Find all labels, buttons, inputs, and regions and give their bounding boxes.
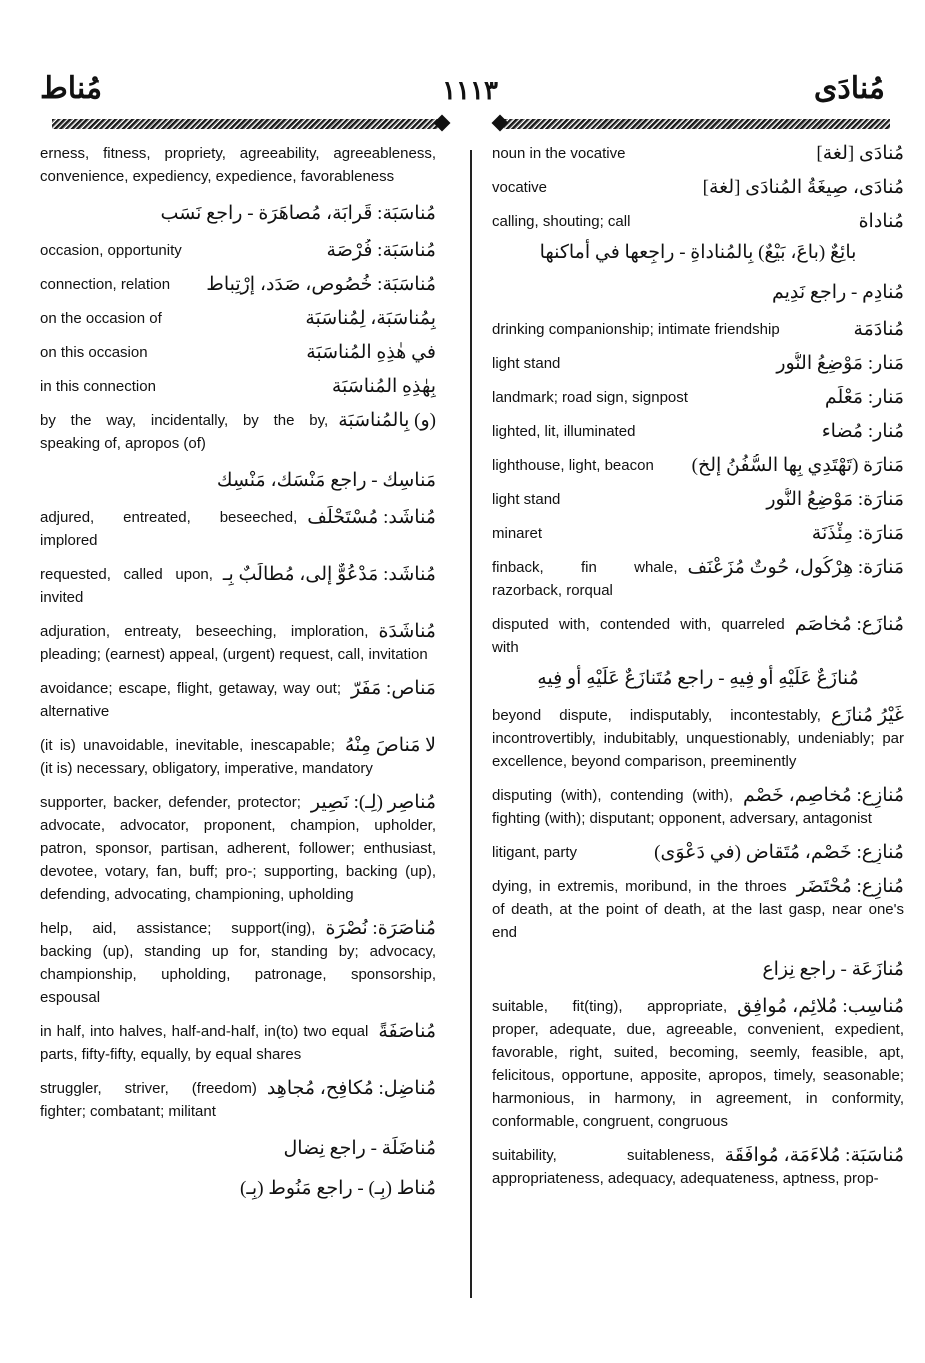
- entry-english: minaret: [492, 525, 543, 542]
- entry-arabic: بِهٰذِهِ المُناسَبَة: [331, 376, 436, 397]
- entry-arabic: مَنارَة (تَهْتَدِي بِها السُّفُنُ إلخ): [691, 455, 904, 476]
- entry-arabic: مُناشَد: مُسْتَحْلَف: [307, 507, 436, 528]
- dictionary-entry: [492, 176, 904, 199]
- dictionary-entry: [40, 620, 436, 666]
- entry-english: avoidance; escape, flight, getaway, way out; alternative: [40, 680, 342, 720]
- entry-english: calling, shouting; call: [492, 213, 631, 230]
- dictionary-entry: [492, 318, 904, 341]
- entry-english: (it is) unavoidable, inevitable, inescapable; (it is) necessary, obligatory, imperative, mandatory: [40, 737, 373, 777]
- entry-arabic: مُنادَى، صِيغَةُ المُنادَى [لغة]: [702, 177, 904, 198]
- entry-english: struggler, striver, (freedom) fighter; combatant; militant: [40, 1080, 257, 1120]
- entry-arabic: مُناسِب: مُلائِم، مُوافِق: [737, 996, 904, 1017]
- page-number: ١١١٣: [442, 76, 498, 105]
- entry-arabic: مَنارَة: مِئْذَنَة: [811, 523, 904, 544]
- dictionary-entry: [492, 386, 904, 409]
- dictionary-entry: [492, 704, 904, 773]
- dictionary-entry: [492, 488, 904, 511]
- entry-arabic-crossref: مَناسِك - راجع مَنْسَك، مَنْسِك: [216, 470, 436, 491]
- dictionary-entry: [40, 677, 436, 723]
- entry-english: disputing (with), contending (with), fighting (with); disputant; opponent, adversary, antagonist: [492, 787, 872, 827]
- ornamental-bar: [52, 119, 438, 129]
- dictionary-entry: [40, 506, 436, 552]
- entry-english: beyond dispute, indisputably, incontestably, incontrovertibly, indubitably, unquestionably, undeniably; par excellence, beyond comparison, preeminently: [492, 707, 904, 770]
- dictionary-entry: [40, 917, 436, 1009]
- dictionary-entry: [40, 273, 436, 296]
- ornamental-rule-left: [38, 116, 452, 132]
- entry-arabic-crossref: مُناط (بِـ) - راجع مَنُوط (بِـ): [240, 1178, 436, 1199]
- ornamental-bar: [504, 119, 890, 129]
- entry-english: light stand: [492, 491, 561, 508]
- dictionary-entry: [492, 210, 904, 233]
- entry-english: erness, fitness, propriety, agreeability, agreeableness, convenience, expediency, expedience, favorableness: [40, 145, 436, 185]
- entry-english: light stand: [492, 355, 561, 372]
- entry-english: drinking companionship; intimate friendship: [492, 321, 780, 338]
- entry-arabic: مُناسَبَة: فُرْصَة: [326, 240, 436, 261]
- entry-english: on the occasion of: [40, 310, 162, 327]
- dictionary-entry: [492, 142, 904, 165]
- entry-english: help, aid, assistance; support(ing), backing (up), standing up for, standing by; advocacy, championship, upholding, patronage, sponsorship, espousal: [40, 920, 436, 1006]
- dictionary-entry: [492, 454, 904, 477]
- entry-english: in this connection: [40, 378, 156, 395]
- entry-english: lighthouse, light, beacon: [492, 457, 654, 474]
- entry-arabic: مُناصَفَةً: [378, 1021, 436, 1042]
- entry-arabic: مُنازَع: مُخاصَم: [794, 614, 904, 635]
- dictionary-entry: [492, 1144, 904, 1190]
- left-column: [40, 142, 436, 1214]
- entry-arabic: مُنادَى [لغة]: [816, 143, 904, 164]
- dictionary-entry: [40, 734, 436, 780]
- right-column: [492, 142, 904, 1201]
- header-guide-word-left: مُناط: [40, 72, 103, 105]
- entry-english: requested, called upon, invited: [40, 566, 213, 606]
- dictionary-entry: [40, 1077, 436, 1123]
- entry-english: litigant, party: [492, 844, 578, 861]
- entry-arabic: مَناص: مَفَرّ: [351, 678, 436, 699]
- entry-arabic-crossref: مُنازَعَة - راجع نِزاع: [762, 959, 904, 980]
- entry-arabic: مَنارَة: هِرْكُول، حُوتٌ مُزَعْنَف: [687, 557, 904, 578]
- header-guide-word-right: مُنادَى: [813, 72, 885, 105]
- dictionary-entry: [40, 142, 436, 188]
- entry-english: suitable, fit(ting), appropriate, proper, adequate, due, agreeable, convenient, expedient, favorable, right, suited, becoming, seemly, feasible, apt, felicitous, opportune, apposite, apropos, timely, seasonable; harmonious, in harmony, in agreement, in conformity, conformable, congruent, congruous: [492, 998, 904, 1130]
- entry-arabic-crossref: مُنادِم - راجع نَدِيم: [771, 282, 904, 303]
- dictionary-entry: [492, 784, 904, 830]
- dictionary-entry: [40, 563, 436, 609]
- entry-arabic: في هٰذِهِ المُناسَبَة: [306, 342, 436, 363]
- entry-arabic: مُناسَبَة: مُلاءَمَة، مُوافَقَة: [724, 1145, 904, 1166]
- entry-arabic: مُنازِع: خَصْم، مُتَقاضٍ (في دَعْوَى): [654, 842, 904, 863]
- entry-arabic: مُناصَرَة: نُصْرَة: [325, 918, 436, 939]
- entry-english: noun in the vocative: [492, 145, 626, 162]
- entry-arabic-crossref: بائِعٌ (باعَ، بَيْعٌ) بِالمُناداةِ - راجِعها في أماكنها: [539, 242, 857, 263]
- entry-english: disputed with, contended with, quarreled with: [492, 616, 785, 656]
- entry-english: supporter, backer, defender, protector; advocate, advocator, proponent, champion, upholder, patron, sponsor, partisan, adherent, follower; enthusiast, devotee, votary, fan, buff; pro-; supporting, backing (up), defending, advocating, championing, upholding: [40, 794, 436, 903]
- entry-english: dying, in extremis, moribund, in the throes of death, at the point of death, at the last gasp, near one's end: [492, 878, 904, 941]
- dictionary-entry: [40, 307, 436, 330]
- entry-english: adjured, entreated, beseeched, implored: [40, 509, 298, 549]
- entry-arabic: مُناداة: [858, 211, 904, 232]
- entry-arabic: مُناشَدَة: [378, 621, 436, 642]
- dictionary-entry: [40, 791, 436, 906]
- entry-arabic: مَنار: مَوْضِعُ النُّور: [776, 353, 904, 374]
- entry-arabic-crossref: مُنازَعٌ عَلَيْهِ أو فِيهِ - راجع مُتَنازَعٌ عَلَيْهِ أو فِيهِ: [537, 668, 859, 689]
- entry-english: connection, relation: [40, 276, 171, 293]
- dictionary-entry: [492, 613, 904, 659]
- entry-english: lighted, lit, illuminated: [492, 423, 636, 440]
- entry-english: occasion, opportunity: [40, 242, 182, 259]
- entry-arabic: مُنازِع: مُحْتَضَر: [796, 876, 904, 897]
- dictionary-entry: [492, 995, 904, 1133]
- dictionary-entry: [492, 556, 904, 602]
- dictionary-entry: [492, 522, 904, 545]
- entry-arabic-crossref: مُناسَبَة: قَرابَة، مُصاهَرَة - راجع نَسَب: [160, 203, 436, 224]
- entry-arabic: مُنار: مُضاء: [821, 421, 904, 442]
- entry-arabic: مُناصِر (لِـ): نَصِير: [310, 792, 436, 813]
- entry-english: in half, into halves, half-and-half, in(to) two equal parts, fifty-fifty, equally, by equal shares: [40, 1023, 369, 1063]
- entry-arabic: (و) بِالمُناسَبَة: [338, 410, 436, 431]
- entry-arabic: مُنازِع: مُخاصِم، خَصْم: [743, 785, 904, 806]
- dictionary-entry: [492, 841, 904, 864]
- entry-arabic: مُناشَد: مَدْعُوٌّ إلى، مُطالَبٌ بِـ: [222, 564, 436, 585]
- entry-english: adjuration, entreaty, beseeching, imploration, pleading; (earnest) appeal, (urgent) request, call, invitation: [40, 623, 428, 663]
- dictionary-entry: [40, 1020, 436, 1066]
- entry-arabic: مُنادَمَة: [853, 319, 904, 340]
- dictionary-entry: [492, 352, 904, 375]
- dictionary-entry: [40, 239, 436, 262]
- dictionary-entry: [40, 375, 436, 398]
- dictionary-entry: [40, 409, 436, 455]
- entry-arabic: مُناضِل: مُكافِح، مُجاهِد: [266, 1078, 436, 1099]
- entry-arabic: لا مَناصَ مِنْهُ: [344, 735, 436, 756]
- entry-arabic-crossref: مُناضَلَة - راجع نِضال: [283, 1138, 436, 1159]
- entry-arabic: غَيْرُ مُنازَع: [830, 705, 904, 726]
- dictionary-entry: [492, 420, 904, 443]
- entry-english: finback, fin whale, razorback, rorqual: [492, 559, 678, 599]
- entry-english: vocative: [492, 179, 548, 196]
- entry-arabic: مُناسَبَة: خُصُوص، صَدَد، إرْتِباط: [206, 274, 436, 295]
- entry-arabic: بِمُناسَبَة، لِمُناسَبَة: [305, 308, 436, 329]
- entry-english: landmark; road sign, signpost: [492, 389, 688, 406]
- entry-english: by the way, incidentally, by the by, speaking of, apropos (of): [40, 412, 329, 452]
- entry-arabic: مَنار: مَعْلَم: [824, 387, 904, 408]
- dictionary-entry: [492, 875, 904, 944]
- entry-english: suitability, suitableness, appropriateness, adequacy, adequateness, aptness, prop-: [492, 1147, 879, 1187]
- dictionary-entry: [40, 341, 436, 364]
- column-divider: [470, 150, 472, 1298]
- ornamental-rule-right: [490, 116, 904, 132]
- entry-arabic: مَنارَة: مَوْضِعُ النُّور: [766, 489, 904, 510]
- entry-english: on this occasion: [40, 344, 148, 361]
